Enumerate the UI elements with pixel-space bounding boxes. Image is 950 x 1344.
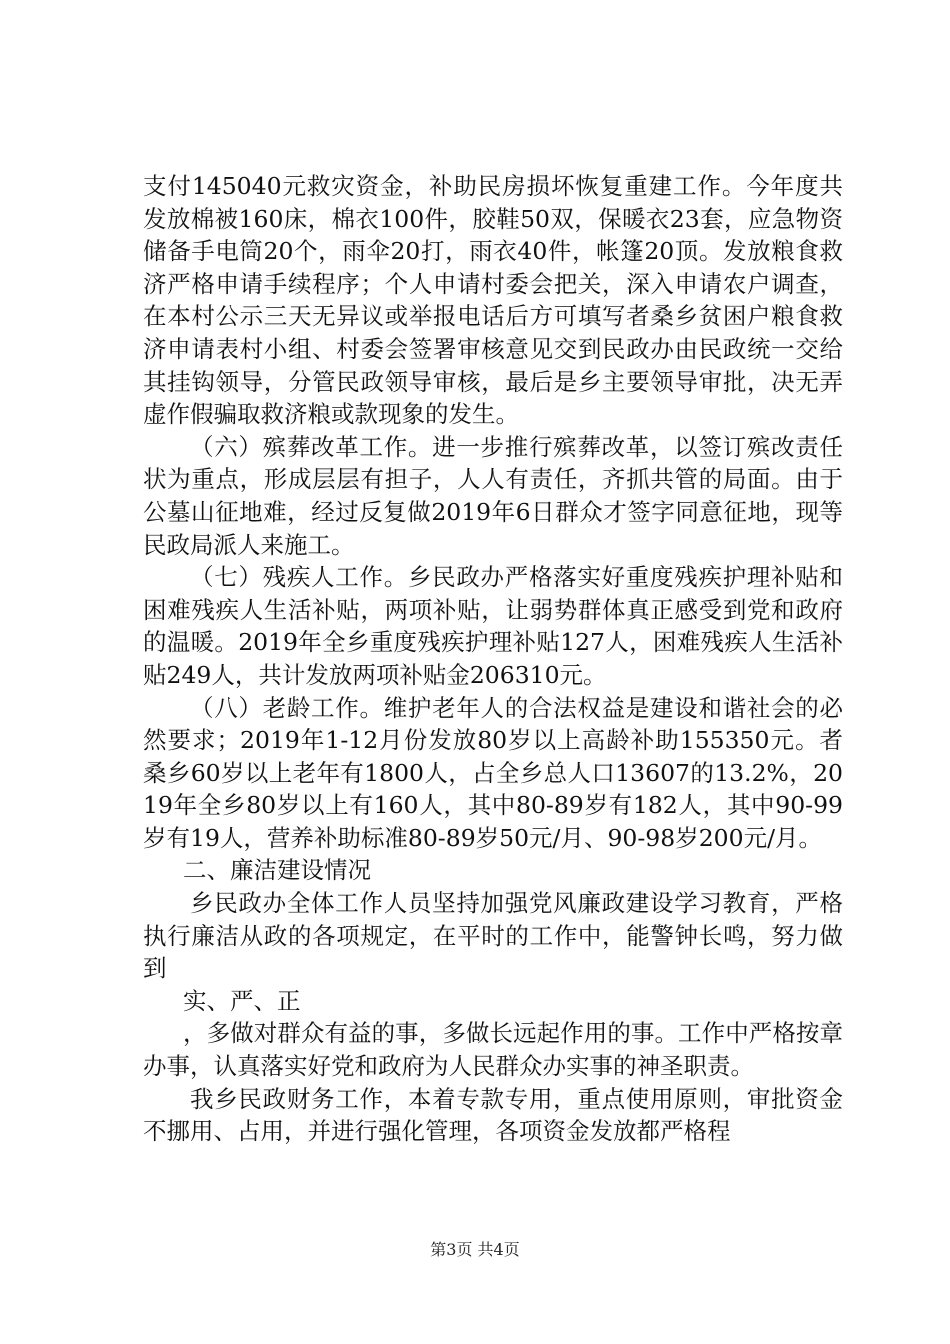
paragraph-disaster-relief: 支付145040元救灾资金，补助民房损坏恢复重建工作。今年度共发放棉被160床，棉衣100件，胶鞋50双，保暖衣23套，应急物资储备手电筒20个，雨伞20打，雨衣40件，帐篷20顶。发放粮食救济严格申请手续程序；个人申请村委会把关，深入申请农户调查，在本村公示三天无异议或举报电话后方可填写者桑乡贫困户粮食救济申请表村小组、村委会签署审核意见交到民政办由民政统一交给其挂钩领导，分管民政领导审核，最后是乡主要领导审批，决无弄虚作假骗取救济粮或款现象的发生。 (143, 172, 843, 429)
paragraph-finance-work: 我乡民政财务工作，本着专款专用，重点使用原则，审批资金不挪用、占用，并进行强化管理，各项资金发放都严格程 (143, 1084, 843, 1146)
section-heading-integrity: 二、廉洁建设情况 (183, 856, 371, 885)
paragraph-integrity-keywords: 实、严、正 (183, 986, 301, 1015)
paragraph-integrity-continued: ，多做对群众有益的事，多做长远起作用的事。工作中严格按章办事，认真落实好党和政府为人民群众办实事的神圣职责。 (143, 1019, 843, 1081)
document-body (143, 170, 843, 1148)
paragraph-disabled-persons: （七）残疾人工作。乡民政办严格落实好重度残疾护理补贴和困难残疾人生活补贴，两项补贴，让弱势群体真正感受到党和政府的温暖。2019年全乡重度残疾护理补贴127人，困难残疾人生活补贴249人，共计发放两项补贴金206310元。 (143, 563, 843, 689)
page-number-footer: 第3页 共4页 (430, 1240, 520, 1259)
paragraph-elderly-work: （八）老龄工作。维护老年人的合法权益是建设和谐社会的必然要求；2019年1-12月份发放80岁以上高龄补助155350元。者桑乡60岁以上老年有1800人，占全乡总人口13607的13.2%，2019年全乡80岁以上有160人，其中80-89岁有182人，其中90-99岁有19人，营养补助标准80-89岁50元/月、90-98岁200元/月。 (143, 693, 843, 852)
paragraph-funeral-reform: （六）殡葬改革工作。进一步推行殡葬改革，以签订殡改责任状为重点，形成层层有担子，人人有责任，齐抓共管的局面。由于公墓山征地难，经过反复做2019年6日群众才签字同意征地，现等民政局派人来施工。 (143, 432, 843, 559)
paragraph-integrity-intro: 乡民政办全体工作人员坚持加强党风廉政建设学习教育，严格执行廉洁从政的各项规定，在平时的工作中，能警钟长鸣，努力做到 (143, 889, 843, 983)
